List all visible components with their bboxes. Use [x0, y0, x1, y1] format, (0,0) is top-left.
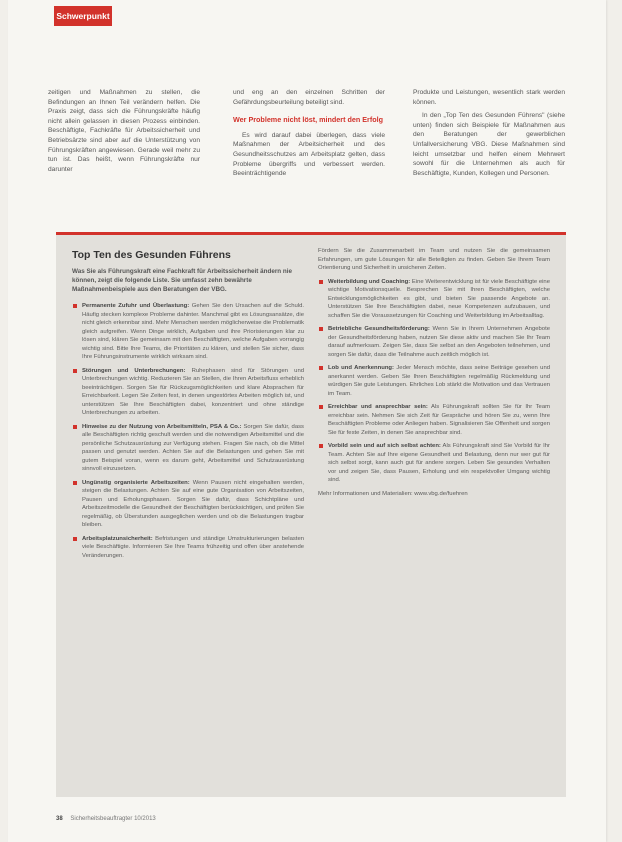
top-ten-box	[56, 232, 566, 797]
list-item-title: Betriebliche Gesundheitsförderung:	[328, 326, 430, 332]
list-item-title: Vorbild sein und auf sich selbst achten:	[328, 443, 441, 449]
list-item-text: Sorgen Sie dafür, dass alle Beschäftigten richtig geschult werden und die notwendigen Arbeitsmittel und die persönliche Schutzausrüstung zur Verfügung stehen. Fragen Sie nach, ob die Mittel passen und genutzt werden. Achten Sie auf die Belastungen und gehen Sie mit gutem Beispiel voran, wenn es darum geht, Arbeitsmittel und Schutzausrüstung sinnvoll einzusetzen.	[82, 423, 304, 473]
box-title: Top Ten des Gesunden Führens	[72, 249, 231, 261]
list-item-title: Erreichbar und ansprechbar sein:	[328, 404, 428, 410]
list-item-title: Lob und Anerkennung:	[328, 365, 394, 371]
intro-column-3	[413, 88, 565, 178]
list-item	[72, 302, 304, 362]
list-item-text: Befristungen und ständige Umstrukturierungen belasten viele Beschäftigte. Informieren Sie Ihre Teams frühzeitig und offen über anstehende Veränderungen.	[82, 535, 305, 559]
list-item	[318, 403, 550, 437]
list-item	[318, 364, 550, 398]
intro-column-2	[233, 88, 385, 179]
list-item-title: Ungünstig organisierte Arbeitszeiten:	[82, 479, 190, 486]
box-outro: Mehr Informationen und Materialien: www.vbg.de/fuehren	[318, 490, 468, 497]
list-item-title: Störungen und Unterbrechungen:	[82, 367, 186, 374]
list-item	[72, 479, 304, 530]
list-item-text: Eine Weiterentwicklung ist für viele Beschäftigte eine wichtige Motivationsquelle. Besprechen Sie mit Ihren Beschäftigten, welche Entwicklungsmöglichkeiten es gibt, und bieten Sie passende Angebote an. Unterstützen Sie Ihre Beschäftigten dabei, neue Kompetenzen aufzubauen, und schaffen Sie die Voraussetzungen für Coaching und Weiterbildung im Arbeitsalltag.	[328, 278, 550, 319]
list-item-text: Wenn Sie in Ihrem Unternehmen Angebote der Gesundheitsförderung haben, nutzen Sie diese aktiv und machen Sie Ihr Team darauf aufmerksam. Zeigen Sie, dass Sie selbst an den Angeboten teilnehmen, und sorgen Sie dafür, dass die Teilnahme auch zeitlich möglich ist.	[328, 326, 550, 358]
list-item-text: Jeder Mensch möchte, dass seine Beiträge gesehen und anerkannt werden. Geben Sie Ihren Beschäftigten regelmäßig Rückmeldung und würdigen Sie gute Leistungen. Ehrliches Lob stärkt die Motivation und das Vertrauen im Team.	[328, 365, 551, 397]
list-item-title: Hinweise zu der Nutzung von Arbeitsmitteln, PSA & Co.:	[82, 423, 242, 430]
intro-subheading: Wer Probleme nicht löst, mindert den Erfolg	[233, 115, 384, 125]
list-item-title: Permanente Zufuhr und Überlastung:	[82, 303, 190, 310]
list-item-title: Weiterbildung und Coaching:	[328, 278, 411, 285]
box-column-right	[318, 247, 550, 498]
list-item-text: Fördern Sie die Zusammenarbeit im Team und nutzen Sie die gemeinsamen Erfahrungen, um gute Lösungen für alle Beteiligten zu finden. Geben Sie Ihrem Team Orientierung und Sicherheit in unsicheren Zeiten.	[318, 248, 550, 271]
magazine-page	[8, 0, 606, 842]
top-ten-list-left	[72, 302, 304, 560]
intro-paragraph: In den „Top Ten des Gesunden Führens" (siehe unten) finden sich Beispiele für Maßnahmen aus den Beratungen der gewerblichen Unfallversicherung VBG. Diese Maßnahmen sind leicht umsetzbar und helfen einem Mehrwert sowohl für die Unternehmen als auch für Beschäftigte, Kunden, Kollegen und Personen.	[413, 112, 565, 177]
top-ten-list-right	[318, 247, 550, 485]
section-tag: Schwerpunkt	[54, 6, 112, 26]
box-lead: Was Sie als Führungskraft eine Fachkraft für Arbeitssicherheit ändern nie können, zeigt die folgende Liste. Sie umfasst zehn bewährte Maßnahmenbeispiele aus den Beratungen der VBG.	[72, 268, 292, 293]
page-number: 38	[56, 816, 63, 822]
intro-paragraph: Produkte und Leistungen, wesentlich stark werden können.	[413, 89, 565, 106]
list-item-text: Wenn Pausen nicht eingehalten werden, steigen die Belastungen. Achten Sie auf eine gute Organisation von Arbeitszeiten, Pausen und Erholungsphasen. Sorgen Sie dafür, dass Schichtpläne und Arbeitszeitmodelle die Gesundheit der Beschäftigten berücksichtigen, und prüfen Sie regelmäßig, ob Überstunden ausgeglichen werden und ob die Belastungen tragbar bleiben.	[82, 479, 304, 529]
list-item-text: Gehen Sie den Ursachen auf die Schuld. Häufig stecken komplexe Probleme dahinter. Manchmal gibt es Lösungsansätze, die nicht gleich erkennbar sind. Mehr Menschen werden möglicherweise die Problematik gleich aufgreifen. Wenn Dinge wirklich, Aufgaben und ihre Priorisierungen klar zu lösen sind, klären Sie gemeinsam mit den Beschäftigten, welche Aufgaben vorrangig wichtig sind. Bitte Ihre Teams, die Prioritäten zu klären, und stellen Sie sicher, dass Ihre Führungsinstrumente wirklich wirksam sind.	[82, 303, 305, 361]
list-item	[318, 247, 550, 273]
page-footer	[56, 816, 156, 822]
list-item	[318, 278, 550, 321]
list-item-text: Ruhephasen sind für Störungen und Unterbrechungen wichtig. Reduzieren Sie an Stellen, die Ihren Arbeitsfluss erheblich beeinträchtigen. Sorgen Sie für Rückzugsmöglichkeiten und klare Absprachen für Erreichbarkeit. Legen Sie Zeiten fest, in denen ungestörtes Arbeiten möglich ist, und unterstützen Sie Ihre Beschäftigten dabei, konzentriert und ohne ständige Unterbrechungen zu arbeiten.	[82, 367, 304, 417]
publication-name: Sicherheitsbeauftragter 10/2013	[70, 816, 156, 822]
intro-paragraph: und eng an den einzelnen Schritten der Gefährdungsbeurteilung beteiligt sind.	[233, 89, 385, 106]
list-item	[318, 442, 550, 485]
list-item	[72, 367, 304, 418]
list-item	[72, 535, 304, 561]
list-item-text: Als Führungskraft sollten Sie für Ihr Team erreichbar sein. Nehmen Sie sich Zeit für Gespräche und hören Sie zu, wenn Ihre Beschäftigten Probleme oder Anliegen haben. Signalisieren Sie Offenheit und sorgen Sie für feste Zeiten, in denen Sie ansprechbar sind.	[328, 404, 551, 436]
intro-paragraph: Es wird darauf dabei überlegen, dass viele Maßnahmen der Arbeitsicherheit und des Gesundheitsschutzes am Arbeitsplatz gelten, dass Probleme übergriffs und verbessert werden. Beeinträchtigende	[233, 131, 385, 178]
list-item	[318, 325, 550, 359]
list-item-title: Arbeitsplatzunsicherheit:	[82, 535, 153, 542]
intro-column-1	[48, 88, 200, 174]
list-item	[72, 423, 304, 474]
box-column-left	[72, 247, 304, 565]
list-item-text: Als Führungskraft sind Sie Vorbild für Ihr Team. Achten Sie auf Ihre eigene Gesundheit und Belastung, denn nur wer gut für sich selbst sorgt, kann auch gut für andere sorgen. Leben Sie gesundes Verhalten vor und zeigen Sie, dass Pausen, Erholung und ein respektvoller Umgang wichtig sind.	[328, 443, 550, 483]
intro-paragraph: zeitigen und Maßnahmen zu stellen, die Befindungen an Ihnen Teil verändern helfen. Die Praxis zeigt, dass sich die Führungskräfte häufig nicht allein gelassen in diesen Prozess einbinden. Beschäftigte, Fachkräfte für Arbeitssicherheit und Betriebsärzte sind aber auf die Unterstützung von Führungskräften angewiesen. Gerade weil mehr zu tun ist. Das heißt, wenn Führungskräfte nur darunter	[48, 89, 200, 173]
